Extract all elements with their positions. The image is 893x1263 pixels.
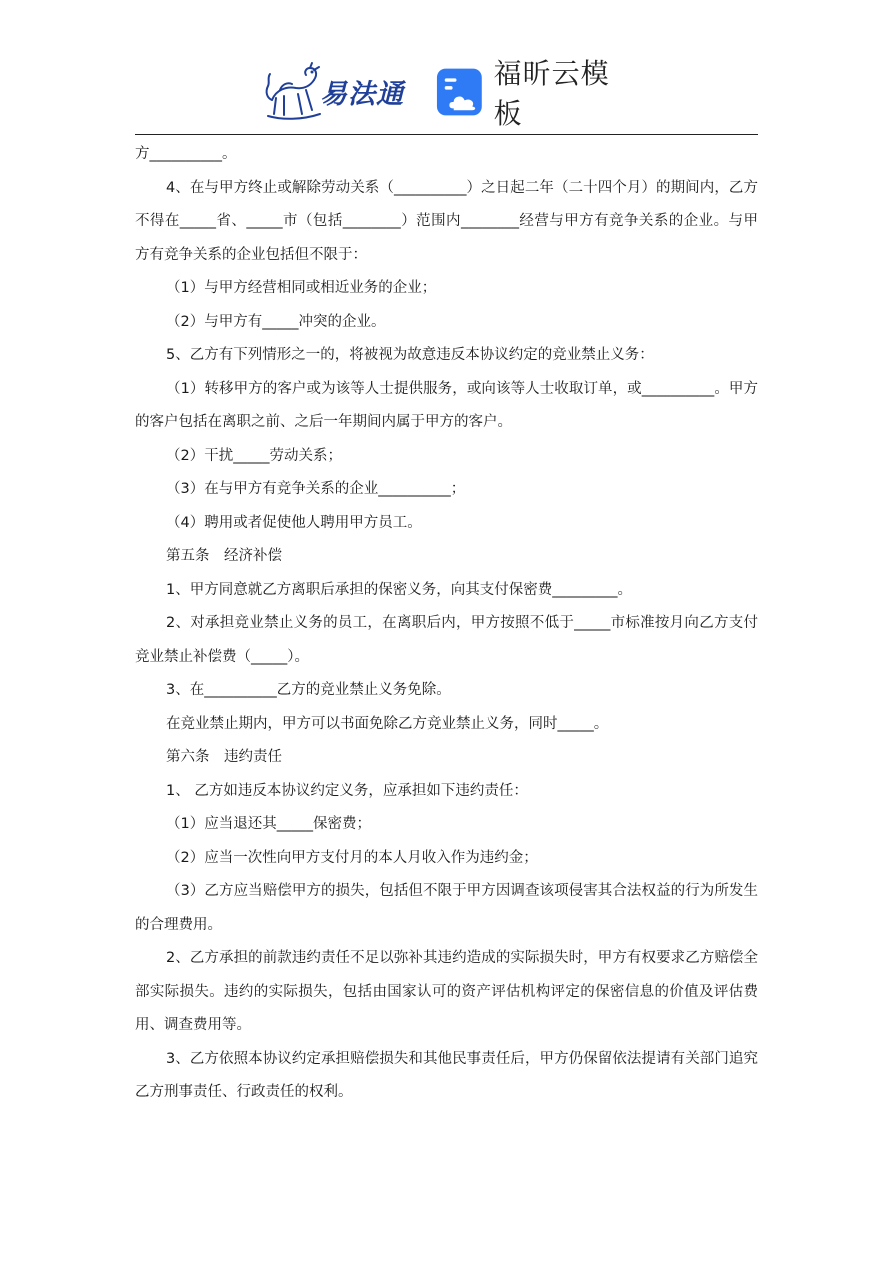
paragraph-item: （1）应当退还其_____保密费； <box>166 816 371 832</box>
header-divider <box>135 134 758 135</box>
qilin-emblem-icon <box>262 60 326 122</box>
paragraph-item: （2）与甲方有_____冲突的企业。 <box>166 313 386 330</box>
yifatong-brand-text: 易法通 <box>320 78 404 110</box>
document-body <box>135 138 758 1110</box>
paragraph-clause-4: 4、在与甲方终止或解除劳动关系（__________）之日起二年（二十四个月）的期间内，乙方不得在_____省、_____市（包括________）范围内________经营与甲方有竞争关系的企业。与甲方有竞争关系的企业包括但不限于： <box>135 179 758 263</box>
paragraph-item: （1）与甲方经营相同或相近业务的企业； <box>166 280 437 296</box>
paragraph-line: 方__________。 <box>135 146 237 162</box>
document-header <box>0 57 893 130</box>
paragraph-clause: 1、 乙方如违反本协议约定义务，应承担如下违约责任： <box>166 782 528 799</box>
paragraph-item: （1）转移甲方的客户或为该等人士提供服务，或向该等人士收取订单，或__________。甲方的客户包括在离职之前、之后一年期间内属于甲方的客户。 <box>135 380 758 430</box>
foxit-cloud-template-logo <box>435 57 635 130</box>
section-heading-6: 第六条 违约责任 <box>166 749 282 765</box>
paragraph-clause: 2、乙方承担的前款违约责任不足以弥补其违约造成的实际损失时，甲方有权要求乙方赔偿全部实际损失。违约的实际损失，包括由国家认可的资产评估机构评定的保密信息的价值及评估费用、调查费用等。 <box>135 950 758 1033</box>
paragraph-clause: 3、在__________乙方的竞业禁止义务免除。 <box>166 682 451 698</box>
paragraph-item: （4）聘用或者促使他人聘用甲方员工。 <box>166 514 422 531</box>
paragraph-clause-5: 5、乙方有下列情形之一的，将被视为故意违反本协议约定的竞业禁止义务： <box>166 347 654 363</box>
paragraph-clause: 3、乙方依照本协议约定承担赔偿损失和其他民事责任后，甲方仍保留依法提请有关部门追究乙方刑事责任、行政责任的权利。 <box>135 1050 758 1100</box>
paragraph-clause: 在竞业禁止期内，甲方可以书面免除乙方竞业禁止义务，同时_____。 <box>166 715 609 732</box>
cloud-document-icon <box>435 66 486 118</box>
paragraph-item: （3）乙方应当赔偿甲方的损失，包括但不限于甲方因调查该项侵害其合法权益的行为所发生的合理费用。 <box>135 883 758 933</box>
section-heading-5: 第五条 经济补偿 <box>166 548 282 564</box>
yifatong-logo <box>262 58 414 124</box>
paragraph-clause: 1、甲方同意就乙方离职后承担的保密义务，向其支付保密费_________。 <box>166 581 632 598</box>
paragraph-item: （3）在与甲方有竞争关系的企业__________； <box>166 481 466 497</box>
paragraph-clause: 2、对承担竞业禁止义务的员工，在离职后内，甲方按照不低于_____市标准按月向乙方支付竞业禁止补偿费（_____）。 <box>135 615 758 665</box>
foxit-brand-text: 福昕云模板 <box>493 57 610 130</box>
paragraph-item: （2）干扰_____劳动关系； <box>166 447 342 464</box>
paragraph-item: （2）应当一次性向甲方支付月的本人月收入作为违约金； <box>166 849 538 866</box>
